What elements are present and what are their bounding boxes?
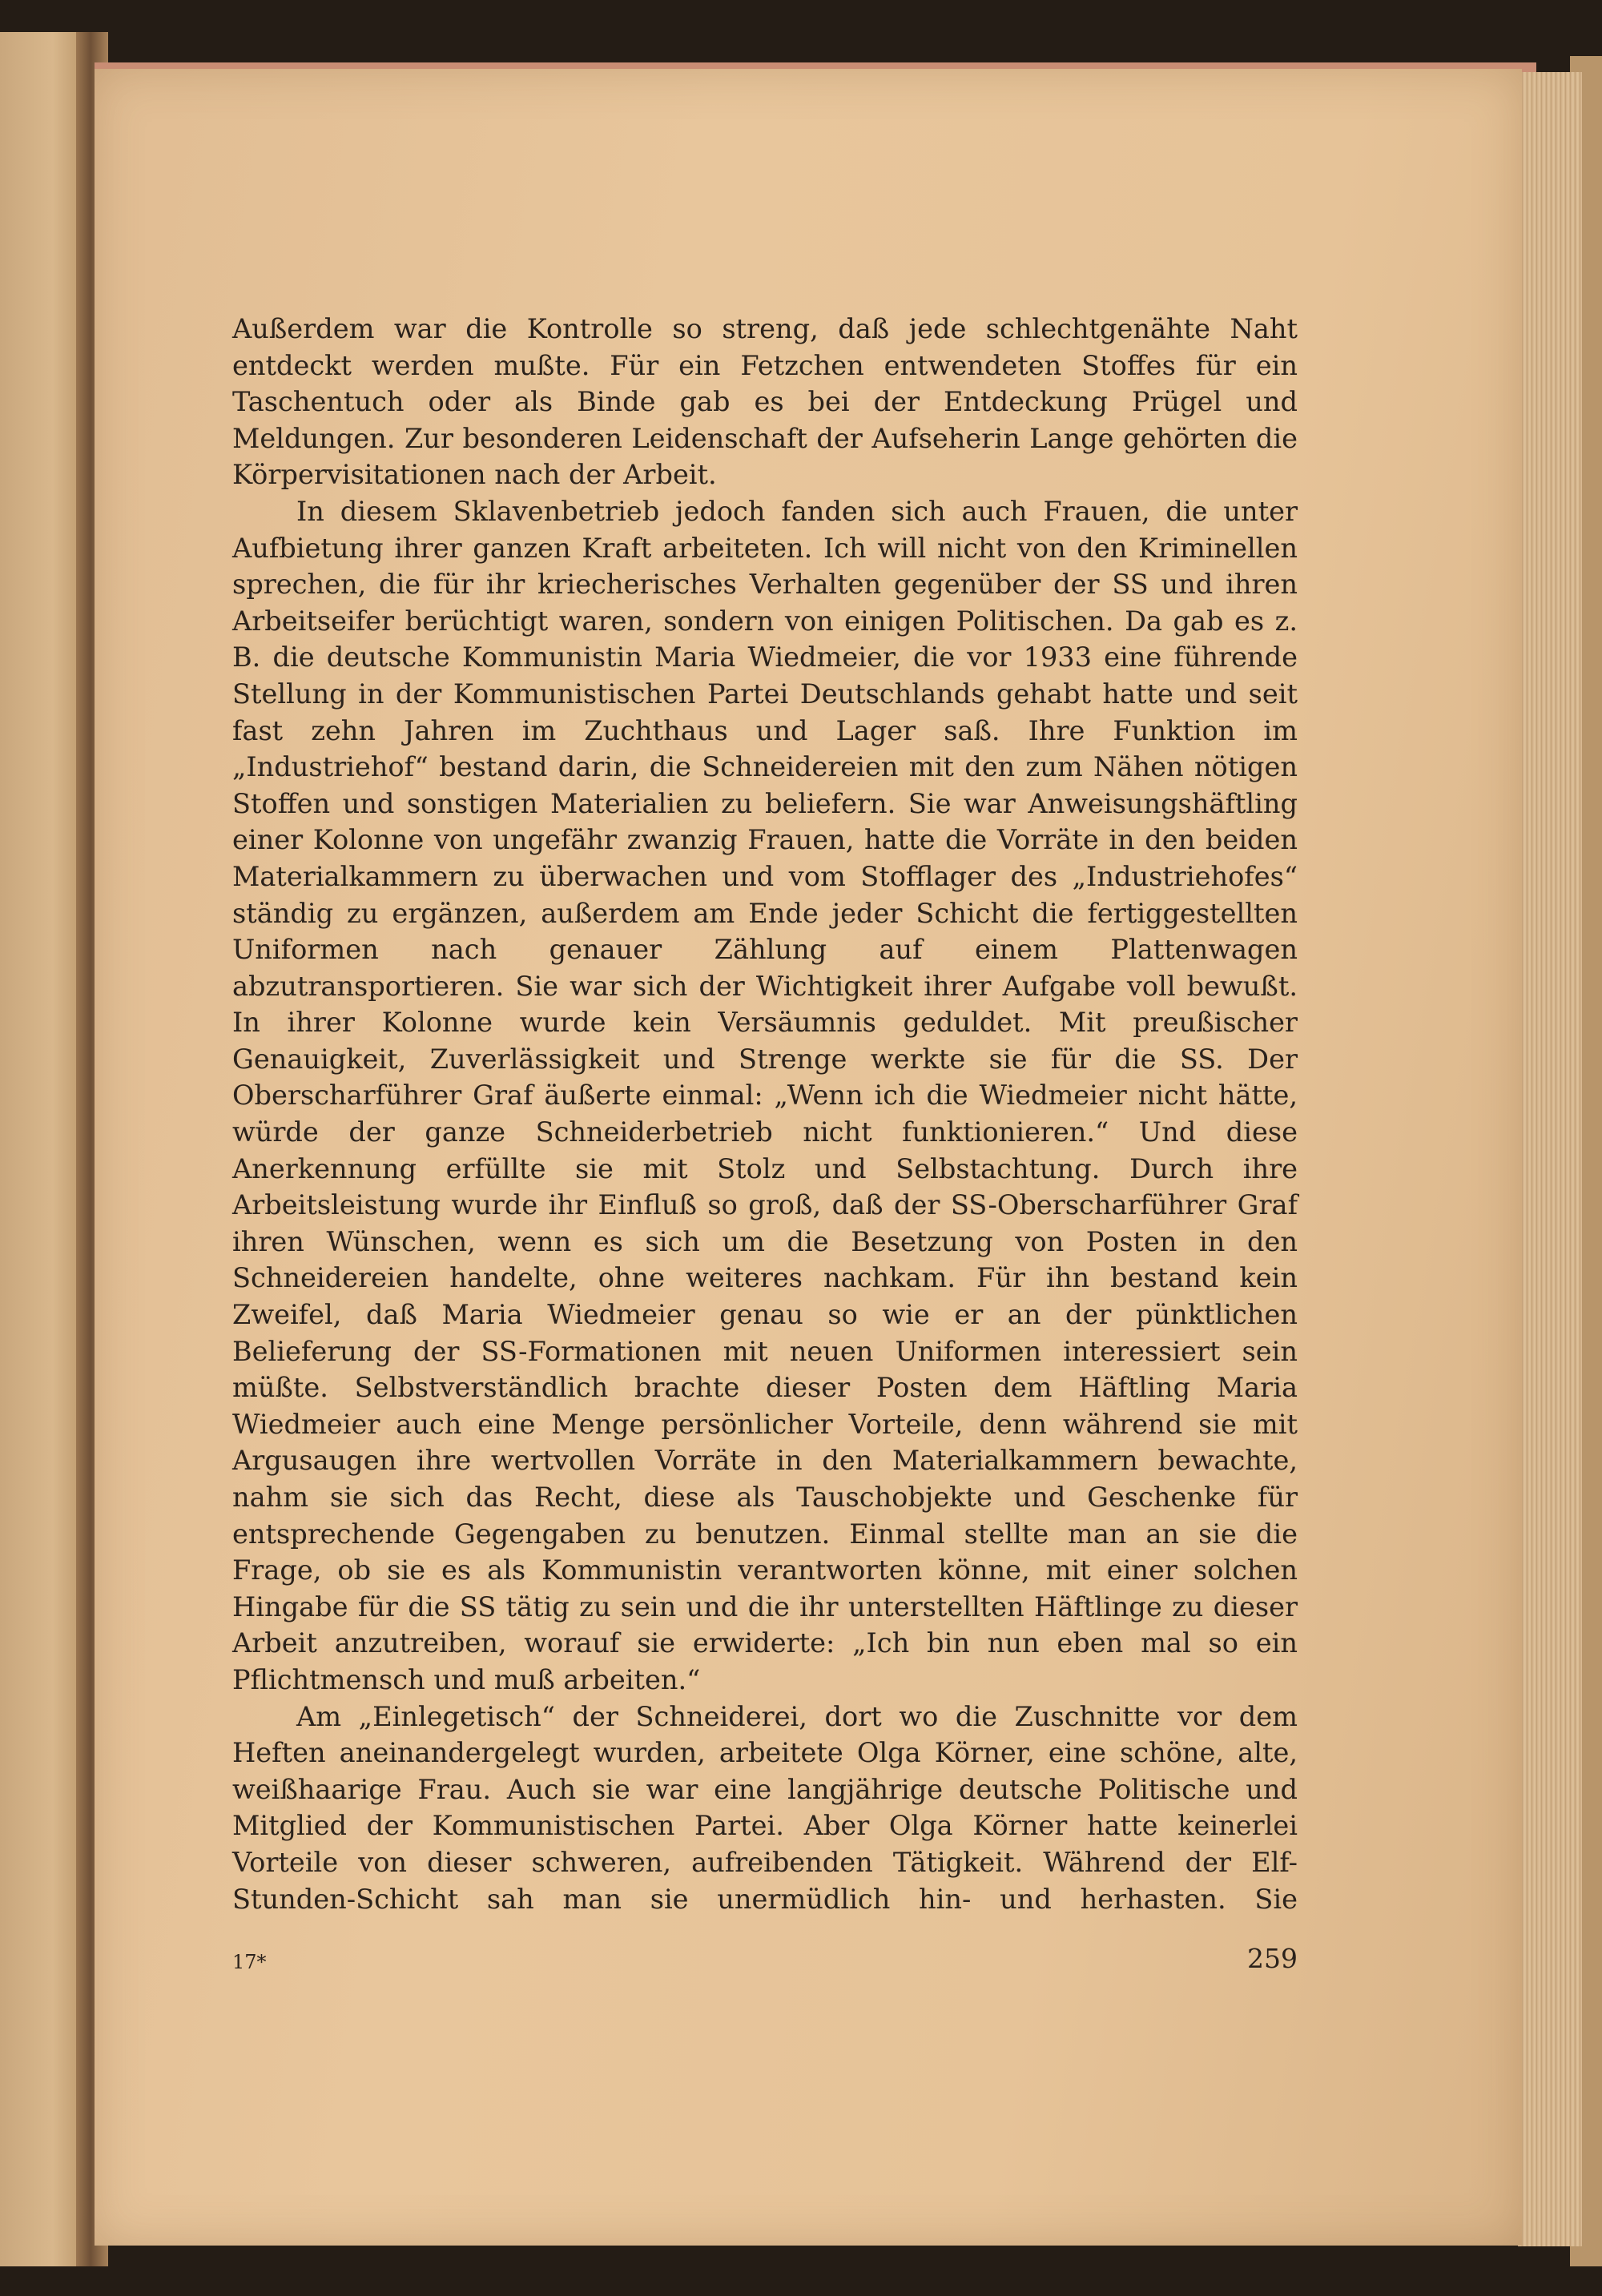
signature-mark: 17* (232, 1951, 267, 1973)
page-number: 259 (1247, 1943, 1298, 1974)
paragraph-2: In diesem Sklavenbetrieb jedoch fanden sich auch Frauen, die unter Aufbietung ihrer ganzen Kraft arbeiteten. Ich will nicht von den Kriminellen sprechen, die für ihr kriecherisches Verhalten gegenüber der SS und ihren Arbeitseifer berüchtigt waren, sondern von einigen Politischen. Da gab es z. B. die deutsche Kommunistin Maria Wiedmeier, die vor 1933 eine führende Stellung in der Kommunistischen Partei Deutschlands gehabt hatte und seit fast zehn Jahren im Zuchthaus und Lager saß. Ihre Funktion im „Industriehof“ bestand darin, die Schneidereien mit den zum Nähen nötigen Stoffen und sonstigen Materialien zu beliefern. Sie war Anweisungshäftling einer Kolonne von ungefähr zwanzig Frauen, hatte die Vorräte in den beiden Materialkammern zu überwachen und vom Stofflager des „Industriehofes“ ständig zu ergänzen, außerdem am Ende jeder Schicht die fertiggestellten Uniformen nach genauer Zählung auf einem Plattenwagen abzutransportieren. Sie war sich der Wichtigkeit ihrer Aufgabe voll bewußt. In ihrer Kolonne wurde kein Versäumnis geduldet. Mit preußischer Genauigkeit, Zuverlässigkeit und Strenge werkte sie für die SS. Der Oberscharführer Graf äußerte einmal: „Wenn ich die Wiedmeier nicht hätte, würde der ganze Schneiderbetrieb nicht funktionieren.“ Und diese Anerkennung erfüllte sie mit Stolz und Selbstachtung. Durch ihre Arbeitsleistung wurde ihr Einfluß so groß, daß der SS-Oberscharführer Graf ihren Wünschen, wenn es sich um die Besetzung von Posten in den Schneidereien handelte, ohne weiteres nachkam. Für ihn bestand kein Zweifel, daß Maria Wiedmeier genau so wie er an der pünktlichen Belieferung der SS-Formationen mit neuen Uniformen interessiert sein müßte. Selbstverständlich brachte dieser Posten dem Häftling Maria Wiedmeier auch eine Menge persönlicher Vorteile, denn während sie mit Argusaugen ihre wertvollen Vorräte in den Materialkammern bewachte, nahm sie sich das Recht, diese als Tauschobjekte und Geschenke für entsprechende Gegengaben zu benutzen. Einmal stellte man an sie die Frage, ob sie es als Kommunistin verantworten könne, mit einer solchen Hingabe für die SS tätig zu sein und die ihr unterstellten Häftlinge zu dieser Arbeit anzutreiben, worauf sie erwiderte: „Ich bin nun eben mal so ein Pflichtmensch und muß arbeiten.“ (232, 495, 1298, 1695)
paragraph-3: Am „Einlegetisch“ der Schneiderei, dort wo die Zuschnitte vor dem Heften aneinandergelegt wurden, arbeitete Olga Körner, eine schöne, alte, weißhaarige Frau. Auch sie war eine langjährige deutsche Politische und Mitglied der Kommunistischen Partei. Aber Olga Körner hatte keinerlei Vorteile von dieser schweren, aufreibenden Tätigkeit. Während der Elf-Stunden-Schicht sah man sie unermüdlich hin- und herhasten. Sie (232, 1700, 1298, 1915)
paragraph-1: Außerdem war die Kontrolle so streng, daß jede schlechtgenähte Naht entdeckt werden mußte. Für ein Fetzchen entwendeten Stoffes für ein Taschentuch oder als Binde gab es bei der Entdeckung Prügel und Meldungen. Zur besonderen Leidenschaft der Aufseherin Lange gehörten die Körpervisitationen nach der Arbeit. (232, 313, 1298, 491)
page-fore-edge (1518, 72, 1582, 2246)
previous-page-edge (0, 32, 88, 2266)
book-page (95, 69, 1522, 2246)
body-text (232, 311, 1298, 1917)
